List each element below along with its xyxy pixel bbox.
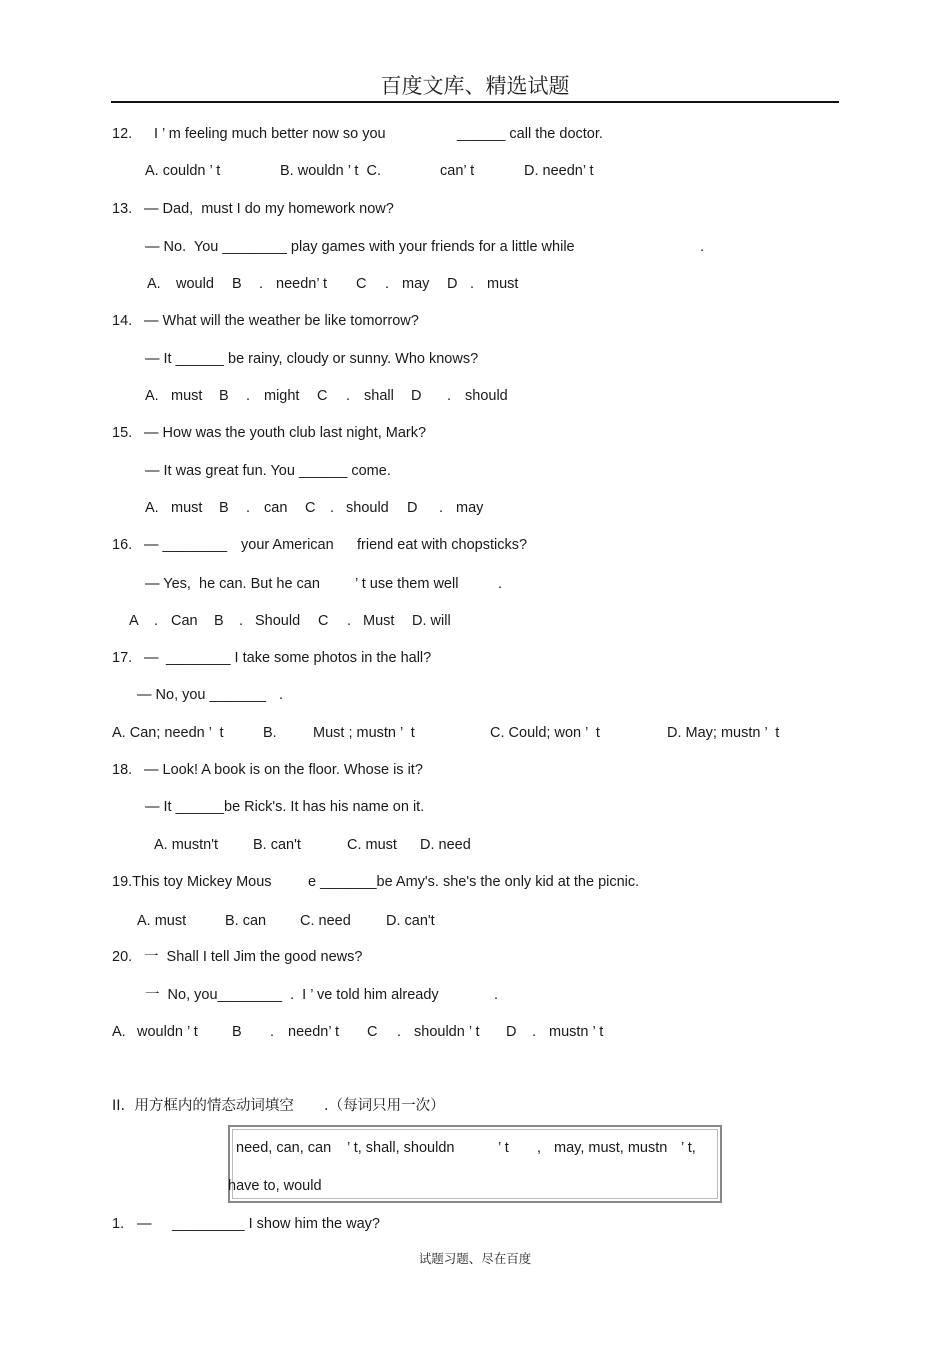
option: D. needn’ t: [524, 163, 594, 179]
option: .: [347, 613, 352, 629]
option: B. can: [225, 913, 267, 929]
option: B. can't: [253, 837, 301, 853]
option: needn’ t: [276, 276, 328, 292]
question-stem: — ________: [144, 537, 228, 553]
word-bank-text: ,: [537, 1140, 542, 1156]
question-stem: —: [144, 650, 159, 666]
option: .: [270, 1024, 275, 1040]
question-stem: I ’ m feeling much better now so you: [154, 126, 386, 142]
option: D: [447, 276, 458, 292]
reply: 一 No, you________ . I ’ ve told him already: [145, 987, 439, 1003]
question-15-reply: [145, 462, 391, 498]
option: can’ t: [440, 163, 475, 179]
option: must: [171, 388, 203, 404]
word-bank-text: may, must, mustn: [554, 1140, 668, 1156]
question-number: 1.: [112, 1216, 125, 1232]
option: C. must: [347, 837, 397, 853]
option: can: [264, 500, 288, 516]
reply: .: [700, 239, 705, 255]
option: B.: [263, 725, 277, 741]
option: would: [176, 276, 214, 292]
header-rule: [111, 101, 839, 103]
page-header-title: 百度文库、精选试题: [380, 74, 570, 98]
option: B: [232, 1024, 242, 1040]
option: A. must: [137, 913, 187, 929]
option: .: [246, 388, 251, 404]
question-stem: — Look! A book is on the floor. Whose is it?: [144, 762, 423, 778]
option: D: [506, 1024, 517, 1040]
option: .: [397, 1024, 402, 1040]
reply: — It ______be Rick's. It has his name on it.: [145, 799, 425, 815]
question-stem: e _______be Amy's. she's the only kid at the picnic.: [308, 874, 640, 890]
option: D. can't: [386, 913, 435, 929]
option: .: [346, 388, 351, 404]
option: .: [439, 500, 444, 516]
word-bank-text: ’ t, shall, shouldn: [347, 1140, 455, 1156]
option: .: [385, 276, 390, 292]
option: C. Could; won ’ t: [490, 725, 600, 741]
option: .: [246, 500, 251, 516]
option: B. wouldn ’ t C.: [280, 163, 382, 179]
option: must: [171, 500, 203, 516]
option: A.: [147, 276, 161, 292]
question-number: 14.: [112, 313, 133, 329]
word-bank-text: need, can, can: [236, 1140, 332, 1156]
option: D. will: [412, 613, 451, 629]
reply: — Yes, he can. But he can: [145, 576, 320, 592]
reply: — No. You ________ play games with your friends for a little while: [145, 239, 575, 255]
option: C: [356, 276, 367, 292]
option: A.: [112, 1024, 126, 1040]
question-number: 20.: [112, 949, 133, 965]
question-number: 18.: [112, 762, 133, 778]
option: .: [532, 1024, 537, 1040]
question-number: 12.: [112, 126, 133, 142]
question-14-reply: [145, 350, 479, 386]
question-stem: 19.This toy Mickey Mous: [112, 874, 272, 890]
option: C. need: [300, 913, 351, 929]
option: mustn ’ t: [549, 1024, 604, 1040]
option: C: [367, 1024, 378, 1040]
option: .: [447, 388, 452, 404]
option: B: [214, 613, 224, 629]
question-stem: friend eat with chopsticks?: [357, 537, 528, 553]
question-stem: _________ I show him the way?: [172, 1216, 380, 1232]
option: Must: [363, 613, 395, 629]
question-stem: ________ I take some photos in the hall?: [166, 650, 432, 666]
reply: .: [498, 576, 503, 592]
option: Should: [255, 613, 301, 629]
option: must: [487, 276, 519, 292]
option: should: [465, 388, 508, 404]
word-bank-line-2: [228, 1177, 322, 1213]
reply: — It ______ be rainy, cloudy or sunny. Who knows?: [145, 351, 479, 367]
option: shall: [364, 388, 394, 404]
option: may: [402, 276, 430, 292]
option: C: [305, 500, 316, 516]
option: A.: [145, 388, 159, 404]
option: A. Can; needn ’ t: [112, 725, 224, 741]
question-stem: —: [137, 1216, 152, 1232]
question-number: 16.: [112, 537, 133, 553]
question-number: 17.: [112, 650, 133, 666]
option: C: [318, 613, 329, 629]
question-stem: 一 Shall I tell Jim the good news?: [144, 949, 363, 965]
option: wouldn ’ t: [137, 1024, 198, 1040]
option: D. May; mustn ’ t: [667, 725, 780, 741]
option: needn’ t: [288, 1024, 340, 1040]
question-number: 13.: [112, 201, 133, 217]
question-18-reply: [145, 798, 425, 834]
reply: — It was great fun. You ______ come.: [145, 463, 391, 479]
option: A. couldn ’ t: [145, 163, 221, 179]
reply: .: [494, 987, 499, 1003]
question-stem: — What will the weather be like tomorrow?: [144, 313, 419, 329]
option: .: [154, 613, 159, 629]
word-bank-text: ’ t: [498, 1140, 509, 1156]
section-heading: II. 用方框内的情态动词填空: [112, 1098, 294, 1114]
option: A: [129, 613, 139, 629]
question-stem: — Dad, must I do my homework now?: [144, 201, 394, 217]
option: Must ; mustn ’ t: [313, 725, 415, 741]
question-stem: — How was the youth club last night, Mark?: [144, 425, 427, 441]
reply: — No, you _______: [137, 687, 266, 703]
reply: ’ t use them well: [355, 576, 459, 592]
option: D: [411, 388, 422, 404]
option: should: [346, 500, 389, 516]
option: may: [456, 500, 484, 516]
option: .: [259, 276, 264, 292]
option: D: [407, 500, 418, 516]
option: A.: [145, 500, 159, 516]
option: .: [239, 613, 244, 629]
question-stem: ______ call the doctor.: [457, 126, 603, 142]
option: might: [264, 388, 300, 404]
option: C: [317, 388, 328, 404]
question-stem: your American: [241, 537, 334, 553]
option: D. need: [420, 837, 471, 853]
option: .: [330, 500, 335, 516]
option: B: [219, 500, 229, 516]
word-bank-text: ’ t,: [681, 1140, 696, 1156]
word-bank-text: have to, would: [228, 1178, 322, 1194]
option: Can: [171, 613, 198, 629]
option: B: [219, 388, 229, 404]
reply: .: [279, 687, 284, 703]
page-footer: 试题习题、尽在百度: [418, 1251, 532, 1266]
section-heading: .（每词只用一次）: [324, 1098, 445, 1114]
question-number: 15.: [112, 425, 133, 441]
option: A. mustn't: [154, 837, 219, 853]
option: .: [470, 276, 475, 292]
option: B: [232, 276, 242, 292]
option: shouldn ’ t: [414, 1024, 480, 1040]
